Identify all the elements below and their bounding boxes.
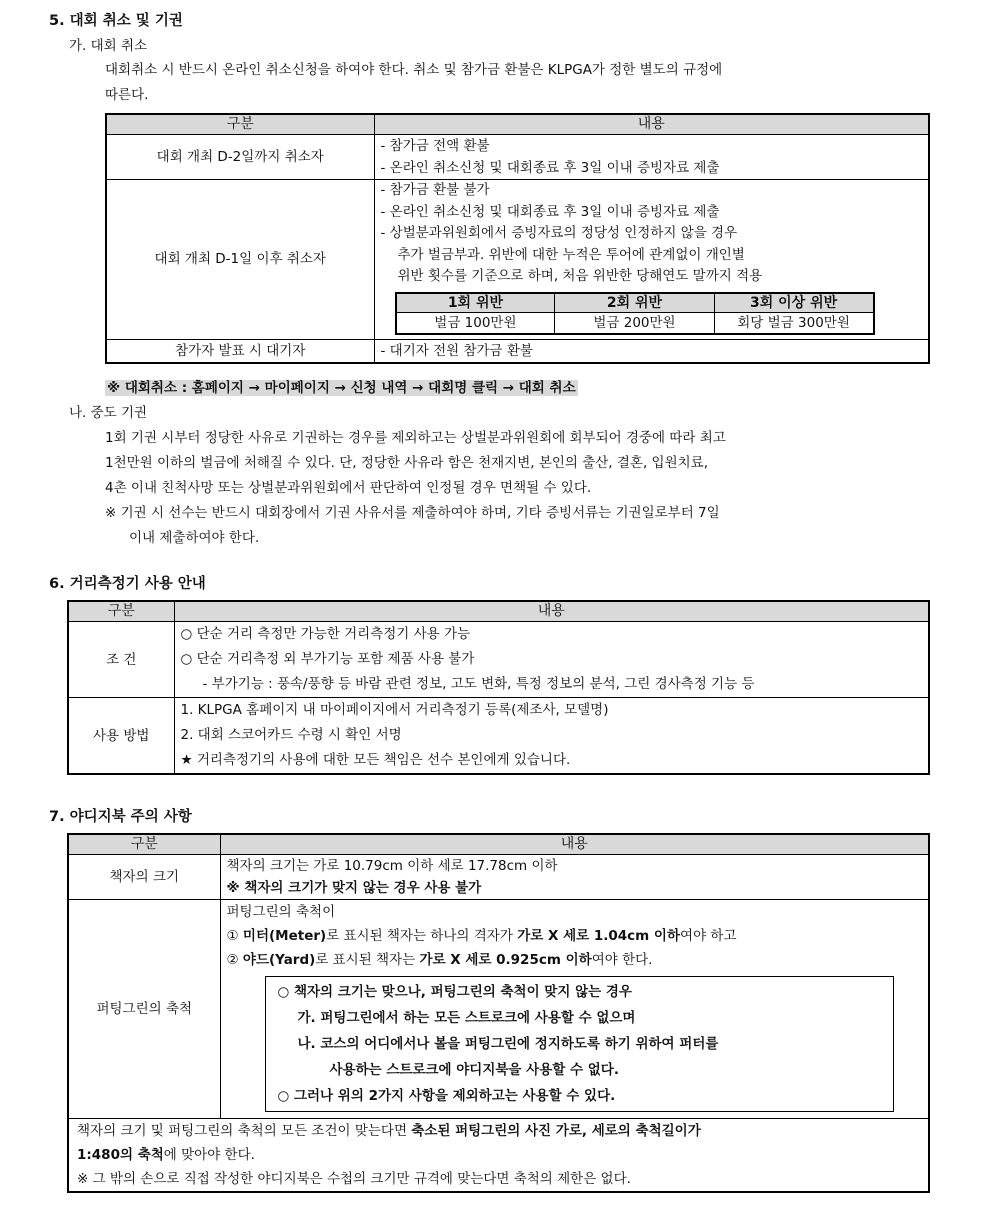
col-header-content: 내용 bbox=[174, 601, 929, 622]
section5-title: 5. 대회 취소 및 기권 bbox=[49, 13, 183, 29]
text: 1:480의 축척 bbox=[77, 1147, 164, 1163]
col-header-category: 구분 bbox=[106, 114, 374, 135]
box-line: ○ 그러나 위의 2가지 사항을 제외하고는 사용할 수 있다. bbox=[277, 1088, 616, 1104]
content-line: 책자의 크기는 가로 10.79cm 이하 세로 17.78cm 이하 bbox=[226, 858, 558, 874]
withdraw-subtitle: 나. 중도 기권 bbox=[69, 405, 148, 421]
row-label-d2: 대회 개최 D-2일까지 취소자 bbox=[106, 135, 374, 180]
text: 가로 X 세로 0.925cm 이하 bbox=[419, 952, 592, 968]
section7-title: 7. 야디지북 주의 사항 bbox=[49, 809, 192, 825]
content-line: - 온라인 취소신청 및 대회종료 후 3일 이내 증빙자료 제출 bbox=[380, 203, 720, 220]
text: 여야 한다. bbox=[591, 952, 653, 968]
section6-title: 6. 거리측정기 사용 안내 bbox=[49, 576, 206, 592]
row-label-d1: 대회 개최 D-1일 이후 취소자 bbox=[106, 180, 374, 340]
content-line: 추가 벌금부과. 위반에 대한 누적은 투어에 관계없이 개인별 bbox=[397, 246, 745, 263]
row-content-waitlist: - 대기자 전원 참가금 환불 bbox=[374, 339, 929, 363]
text: ② bbox=[226, 952, 243, 968]
footer-line: ※ 그 밖의 손으로 직접 작성한 야디지북은 수첩의 크기만 규격에 맞는다면 축척의 제한은 없다. bbox=[77, 1171, 631, 1187]
text: 책자의 크기 및 퍼팅그린의 축척의 모든 조건이 맞는다면 bbox=[77, 1123, 412, 1139]
box-line: 가. 퍼팅그린에서 하는 모든 스트로크에 사용할 수 없으며 bbox=[297, 1010, 636, 1026]
text: 로 표시된 책자는 하나의 격자가 bbox=[326, 928, 518, 944]
cancel-table bbox=[105, 113, 930, 364]
row-label-size: 책자의 크기 bbox=[68, 855, 220, 900]
content-line: - 참가금 환불 불가 bbox=[380, 182, 490, 198]
yardage-table bbox=[67, 833, 930, 1193]
row-content-d1 bbox=[374, 180, 929, 340]
content-line: - 상벌분과위원회에서 증빙자료의 정당성 인정하지 않을 경우 bbox=[380, 225, 738, 241]
box-line: ○ 책자의 크기는 맞으나, 퍼팅그린의 축척이 맞지 않는 경우 bbox=[277, 984, 632, 1000]
text: 에 맞아야 한다. bbox=[163, 1147, 255, 1163]
withdraw-line: 1천만원 이하의 벌금에 처해질 수 있다. 단, 정당한 사유라 함은 천재지변, 본인의 출산, 결혼, 입원치료, bbox=[105, 455, 709, 471]
fine-value: 벌금 100만원 bbox=[396, 312, 555, 334]
content-line: 1. KLPGA 홈페이지 내 마이페이지에서 거리측정기 등록(제조사, 모델명) bbox=[180, 702, 609, 718]
footer-line bbox=[77, 1143, 920, 1167]
content-line: ※ 책자의 크기가 맞지 않는 경우 사용 불가 bbox=[226, 880, 482, 896]
row-label-condition: 조 건 bbox=[68, 622, 174, 698]
col-header-content: 내용 bbox=[374, 114, 929, 135]
text: 축소된 퍼팅그린의 사진 가로, 세로의 축척길이가 bbox=[411, 1123, 701, 1139]
text: 여야 하고 bbox=[680, 928, 737, 944]
text: ① bbox=[226, 928, 243, 944]
row-content-condition bbox=[174, 622, 929, 698]
withdraw-note-line: ※ 기권 시 선수는 반드시 대회장에서 기권 사유서를 제출하여야 하며, 기타 증빙서류는 기권일로부터 7일 bbox=[105, 505, 720, 521]
fine-value: 회당 벌금 300만원 bbox=[714, 312, 873, 334]
fine-header: 1회 위반 bbox=[396, 293, 555, 313]
fine-header: 2회 위반 bbox=[555, 293, 714, 313]
content-line: ○ 단순 거리 측정만 가능한 거리측정기 사용 가능 bbox=[180, 626, 471, 642]
box-line: 사용하는 스트로크에 야디지북을 사용할 수 없다. bbox=[329, 1062, 619, 1078]
col-header-category: 구분 bbox=[68, 601, 174, 622]
col-header-content: 내용 bbox=[220, 834, 929, 855]
content-line: ★ 거리측정기의 사용에 대한 모든 책임은 선수 본인에게 있습니다. bbox=[180, 752, 571, 768]
cancel-subtitle: 가. 대회 취소 bbox=[69, 38, 148, 54]
withdraw-line: 4촌 이내 친척사망 또는 상벌분과위원회에서 판단하여 인정될 경우 면책될 수 있다. bbox=[105, 480, 592, 496]
row-label-waitlist: 참가자 발표 시 대기자 bbox=[106, 339, 374, 363]
footer-cell bbox=[68, 1119, 929, 1193]
content-line: - 부가기능 : 풍속/풍향 등 바람 관련 정보, 고도 변화, 특정 정보의 분석, 그린 경사측정 기능 등 bbox=[202, 676, 755, 692]
withdraw-line: 1회 기권 시부터 정당한 사유로 기권하는 경우를 제외하고는 상벌분과위원회에 회부되어 경중에 따라 최고 bbox=[105, 430, 726, 446]
withdraw-text bbox=[105, 426, 726, 551]
cancel-note bbox=[105, 376, 578, 396]
cancel-text-2: 따른다. bbox=[105, 87, 149, 103]
text: 로 표시된 책자는 bbox=[315, 952, 420, 968]
scale-warning-box bbox=[265, 976, 895, 1112]
content-line: 퍼팅그린의 축척이 bbox=[226, 904, 336, 920]
fine-table bbox=[395, 292, 875, 335]
withdraw-note-line: 이내 제출하여야 한다. bbox=[129, 530, 260, 546]
text: 야드(Yard) bbox=[242, 952, 316, 968]
row-label-usage: 사용 방법 bbox=[68, 698, 174, 775]
text: 미터(Meter) bbox=[242, 928, 327, 944]
content-line: 2. 대회 스코어카드 수령 시 확인 서명 bbox=[180, 727, 402, 743]
content-line: 위반 횟수를 기준으로 하며, 처음 위반한 당해연도 말까지 적용 bbox=[397, 268, 763, 284]
rangefinder-table bbox=[67, 600, 930, 775]
meter-rule bbox=[227, 924, 923, 948]
content-line: - 참가금 전액 환불 bbox=[380, 138, 490, 154]
cancel-note-text: ※ 대회취소 : 홈페이지 → 마이페이지 → 신청 내역 → 대회명 클릭 → 대회 취소 bbox=[107, 380, 576, 396]
yard-rule bbox=[227, 948, 923, 972]
col-header-category: 구분 bbox=[68, 834, 220, 855]
content-line: ○ 단순 거리측정 외 부가기능 포함 제품 사용 불가 bbox=[180, 651, 475, 667]
row-label-scale: 퍼팅그린의 축척 bbox=[68, 900, 220, 1119]
box-line: 나. 코스의 어디에서나 볼을 퍼팅그린에 정지하도록 하기 위하여 퍼터를 bbox=[297, 1036, 719, 1052]
cancel-text-1: 대회취소 시 반드시 온라인 취소신청을 하여야 한다. 취소 및 참가금 환불은 KLPGA가 정한 별도의 규정에 bbox=[105, 62, 723, 78]
text: 가로 X 세로 1.04cm 이하 bbox=[517, 928, 681, 944]
row-content-usage bbox=[174, 698, 929, 775]
footer-line bbox=[77, 1119, 920, 1143]
fine-value: 벌금 200만원 bbox=[555, 312, 714, 334]
row-content-size bbox=[220, 855, 929, 900]
content-line: - 온라인 취소신청 및 대회종료 후 3일 이내 증빙자료 제출 bbox=[380, 160, 720, 176]
fine-header: 3회 이상 위반 bbox=[714, 293, 873, 313]
row-content-scale bbox=[220, 900, 929, 1119]
row-content-d2 bbox=[374, 135, 929, 180]
